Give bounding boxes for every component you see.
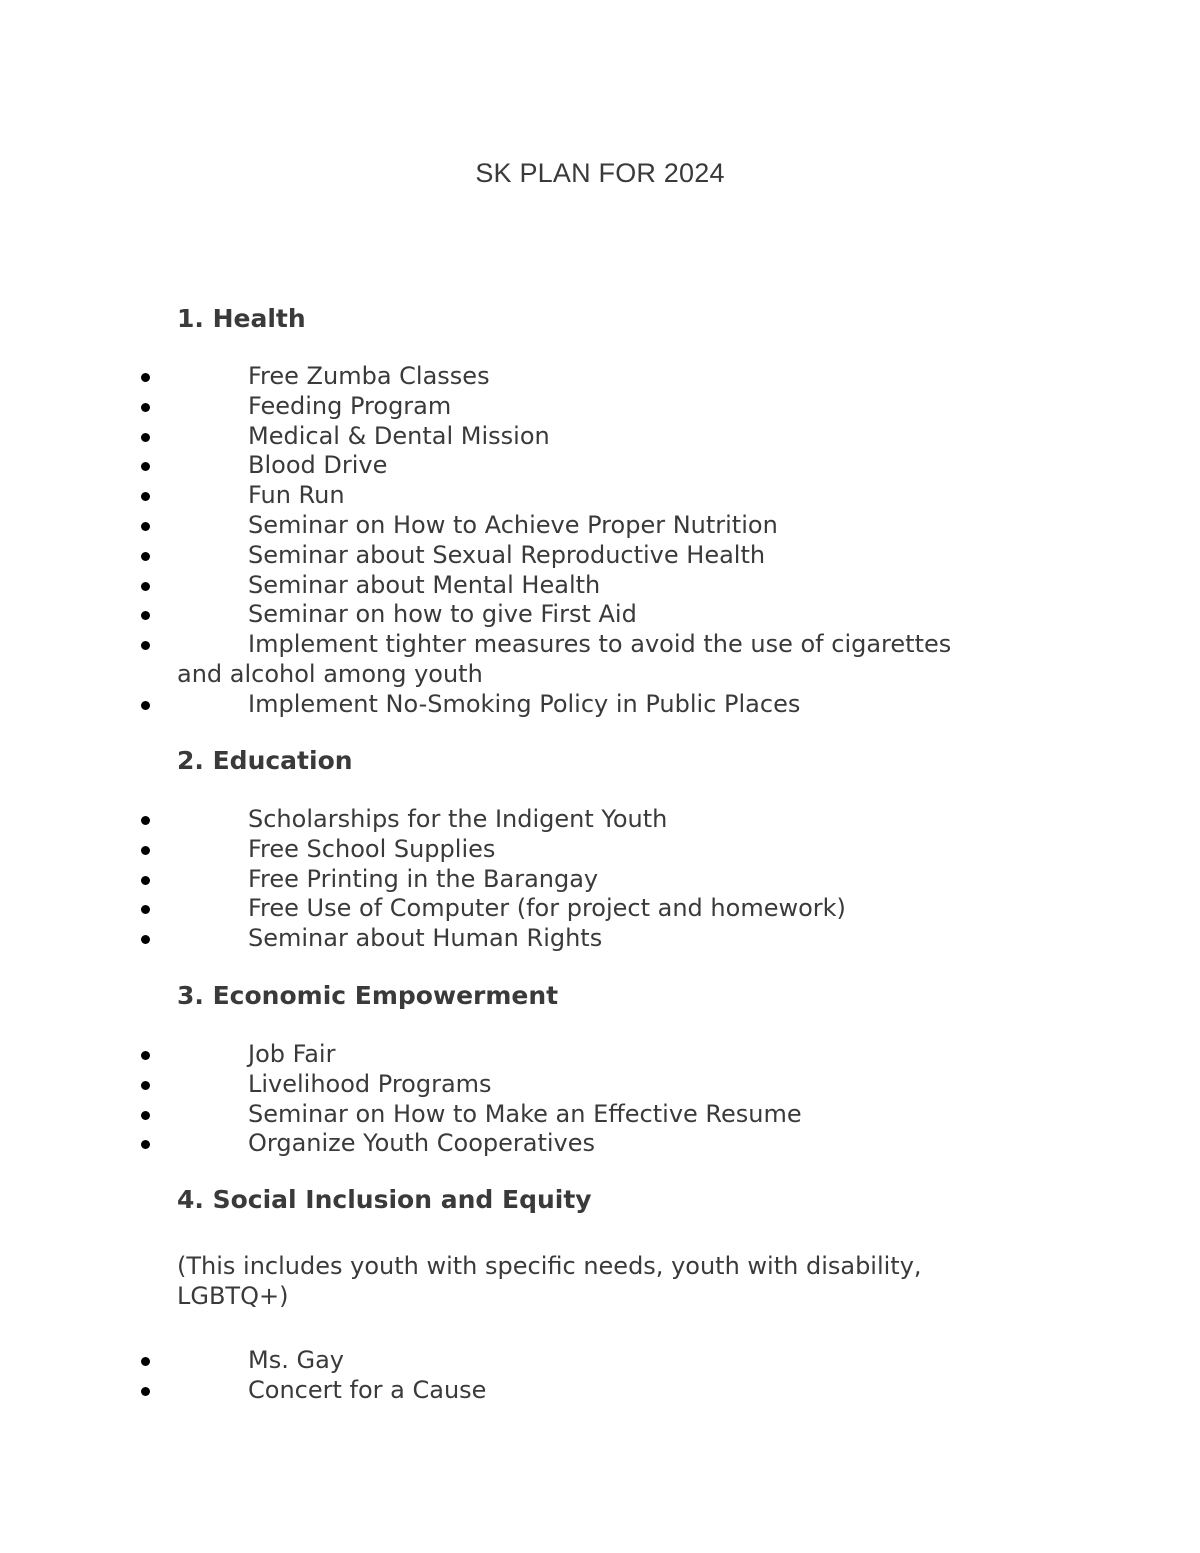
list-item-continuation: and alcohol among youth	[177, 659, 483, 688]
list-item: Free Use of Computer (for project and homework)	[0, 894, 1048, 924]
section-note	[177, 1251, 997, 1311]
list-item: Seminar about Mental Health	[0, 571, 1048, 601]
bullet-icon	[141, 641, 150, 650]
health-list	[0, 362, 1200, 720]
list-item: Implement tighter measures to avoid the use of cigarettes and alcohol among youth	[0, 630, 1048, 690]
education-list	[0, 805, 1200, 954]
section-heading-health: 1. Health	[177, 304, 306, 333]
list-item: Scholarships for the Indigent Youth	[0, 805, 1048, 835]
list-item: Seminar on How to Make an Effective Resume	[0, 1100, 1048, 1130]
bullet-icon	[141, 552, 150, 561]
bullet-icon	[141, 905, 150, 914]
bullet-icon	[141, 582, 150, 591]
bullet-icon	[141, 846, 150, 855]
document-title: SK PLAN FOR 2024	[475, 158, 725, 188]
bullet-icon	[141, 611, 150, 620]
list-item: Implement No-Smoking Policy in Public Places	[0, 690, 1048, 720]
list-item: Free Zumba Classes	[0, 362, 1048, 392]
list-item: Seminar on how to give First Aid	[0, 600, 1048, 630]
bullet-icon	[141, 816, 150, 825]
bullet-icon	[141, 403, 150, 412]
bullet-icon	[141, 935, 150, 944]
bullet-icon	[141, 1387, 150, 1396]
bullet-icon	[141, 701, 150, 710]
list-item: Livelihood Programs	[0, 1070, 1048, 1100]
section-heading-social-inclusion: 4. Social Inclusion and Equity	[177, 1185, 592, 1214]
list-item: Feeding Program	[0, 392, 1048, 422]
bullet-icon	[141, 876, 150, 885]
list-item: Concert for a Cause	[0, 1376, 1048, 1406]
bullet-icon	[141, 522, 150, 531]
bullet-icon	[141, 1140, 150, 1149]
list-item: Free Printing in the Barangay	[0, 865, 1048, 895]
section-heading-education: 2. Education	[177, 746, 353, 775]
bullet-icon	[141, 1081, 150, 1090]
bullet-icon	[141, 492, 150, 501]
bullet-icon	[141, 373, 150, 382]
social-inclusion-list	[0, 1346, 1200, 1406]
list-item: Seminar about Sexual Reproductive Health	[0, 541, 1048, 571]
economic-list	[0, 1040, 1200, 1159]
list-item: Fun Run	[0, 481, 1048, 511]
list-item: Free School Supplies	[0, 835, 1048, 865]
bullet-icon	[141, 462, 150, 471]
list-item: Job Fair	[0, 1040, 1048, 1070]
list-item: Seminar on How to Achieve Proper Nutrition	[0, 511, 1048, 541]
list-item: Seminar about Human Rights	[0, 924, 1048, 954]
bullet-icon	[141, 1357, 150, 1366]
note-line-1: (This includes youth with specific needs, youth with disability,	[177, 1252, 922, 1280]
list-item: Ms. Gay	[0, 1346, 1048, 1376]
note-line-2: LGBTQ+)	[177, 1282, 289, 1310]
list-item: Medical & Dental Mission	[0, 422, 1048, 452]
list-item: Organize Youth Cooperatives	[0, 1129, 1048, 1159]
list-item: Blood Drive	[0, 451, 1048, 481]
bullet-icon	[141, 1051, 150, 1060]
section-heading-economic-empowerment: 3. Economic Empowerment	[177, 981, 559, 1010]
bullet-icon	[141, 1111, 150, 1120]
bullet-icon	[141, 433, 150, 442]
